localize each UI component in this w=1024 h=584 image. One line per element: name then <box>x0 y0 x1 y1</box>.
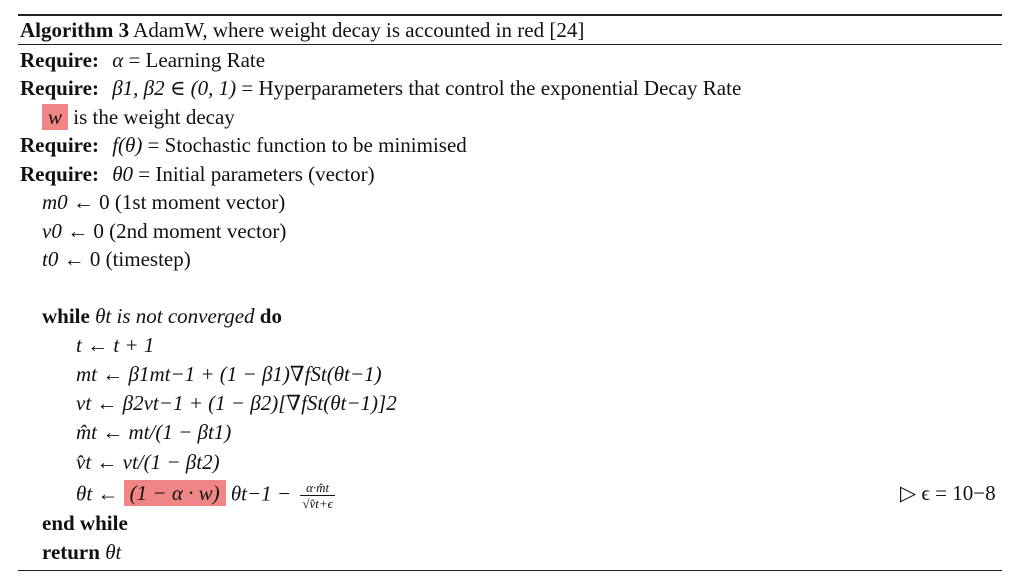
update-lhs: θt ← <box>76 481 119 506</box>
update-line <box>76 480 335 511</box>
init-lhs: m0 <box>42 190 68 214</box>
require-keyword: Require: <box>20 48 99 72</box>
return-line <box>42 539 121 565</box>
end-while-line: end while <box>42 511 128 535</box>
init-lhs: t0 <box>42 247 59 271</box>
decay-term: (1 − α · w) <box>124 480 226 506</box>
require-symbol: f(θ) <box>112 133 143 157</box>
require-symbol: β1, β2 ∈ (0, 1) <box>112 76 237 100</box>
init-text: ← 0 (1st moment vector) <box>72 190 286 214</box>
while-condition: θt is not converged <box>95 304 255 328</box>
update-rest: θt−1 − <box>230 481 292 506</box>
fraction-numerator: α·m̂t <box>300 480 335 496</box>
while-line <box>42 303 282 329</box>
require-keyword: Require: <box>20 162 99 186</box>
loop-statement: vt ← β2vt−1 + (1 − β2)[∇fSt(θt−1)]2 <box>76 391 397 415</box>
init-line <box>42 189 285 215</box>
loop-statement: mt ← β1mt−1 + (1 − β1)∇fSt(θt−1) <box>76 362 382 386</box>
require-symbol: α <box>112 48 124 72</box>
while-keyword: while <box>42 304 90 328</box>
require-line <box>20 47 265 73</box>
require-text: = Hyperparameters that control the exponential Decay Rate <box>241 76 742 100</box>
require-text: = Initial parameters (vector) <box>138 162 375 186</box>
require-symbol: θ0 <box>112 162 134 186</box>
algorithm-label: Algorithm 3 <box>20 18 130 42</box>
require-keyword: Require: <box>20 76 99 100</box>
loop-statement: t ← t + 1 <box>76 333 155 357</box>
return-keyword: return <box>42 540 100 564</box>
init-line <box>42 246 191 272</box>
weight-decay-line <box>42 104 235 130</box>
weight-decay-symbol: w <box>42 104 68 130</box>
return-value: θt <box>105 540 122 564</box>
algorithm-caption-text: AdamW, where weight decay is accounted in red [24] <box>133 18 585 42</box>
epsilon-comment: ▷ ϵ = 10−8 <box>900 481 996 505</box>
algorithm-caption <box>20 17 584 43</box>
caption-rule <box>18 44 1002 45</box>
top-rule <box>18 14 1002 16</box>
update-fraction <box>300 480 335 511</box>
bottom-rule <box>18 570 1002 571</box>
init-text: ← 0 (2nd moment vector) <box>67 219 287 243</box>
require-text: = Stochastic function to be minimised <box>147 133 467 157</box>
require-line <box>20 161 375 187</box>
do-keyword: do <box>259 304 282 328</box>
loop-statement: v̂t ← vt/(1 − βt2) <box>76 450 220 474</box>
fraction-denominator: √v̂t+ϵ <box>302 496 333 511</box>
init-line <box>42 218 286 244</box>
loop-statement: m̂t ← mt/(1 − βt1) <box>76 420 232 444</box>
init-text: ← 0 (timestep) <box>63 247 191 271</box>
require-line <box>20 75 741 101</box>
init-lhs: v0 <box>42 219 62 243</box>
require-line <box>20 132 467 158</box>
require-keyword: Require: <box>20 133 99 157</box>
weight-decay-text: is the weight decay <box>73 105 235 129</box>
require-text: = Learning Rate <box>128 48 266 72</box>
